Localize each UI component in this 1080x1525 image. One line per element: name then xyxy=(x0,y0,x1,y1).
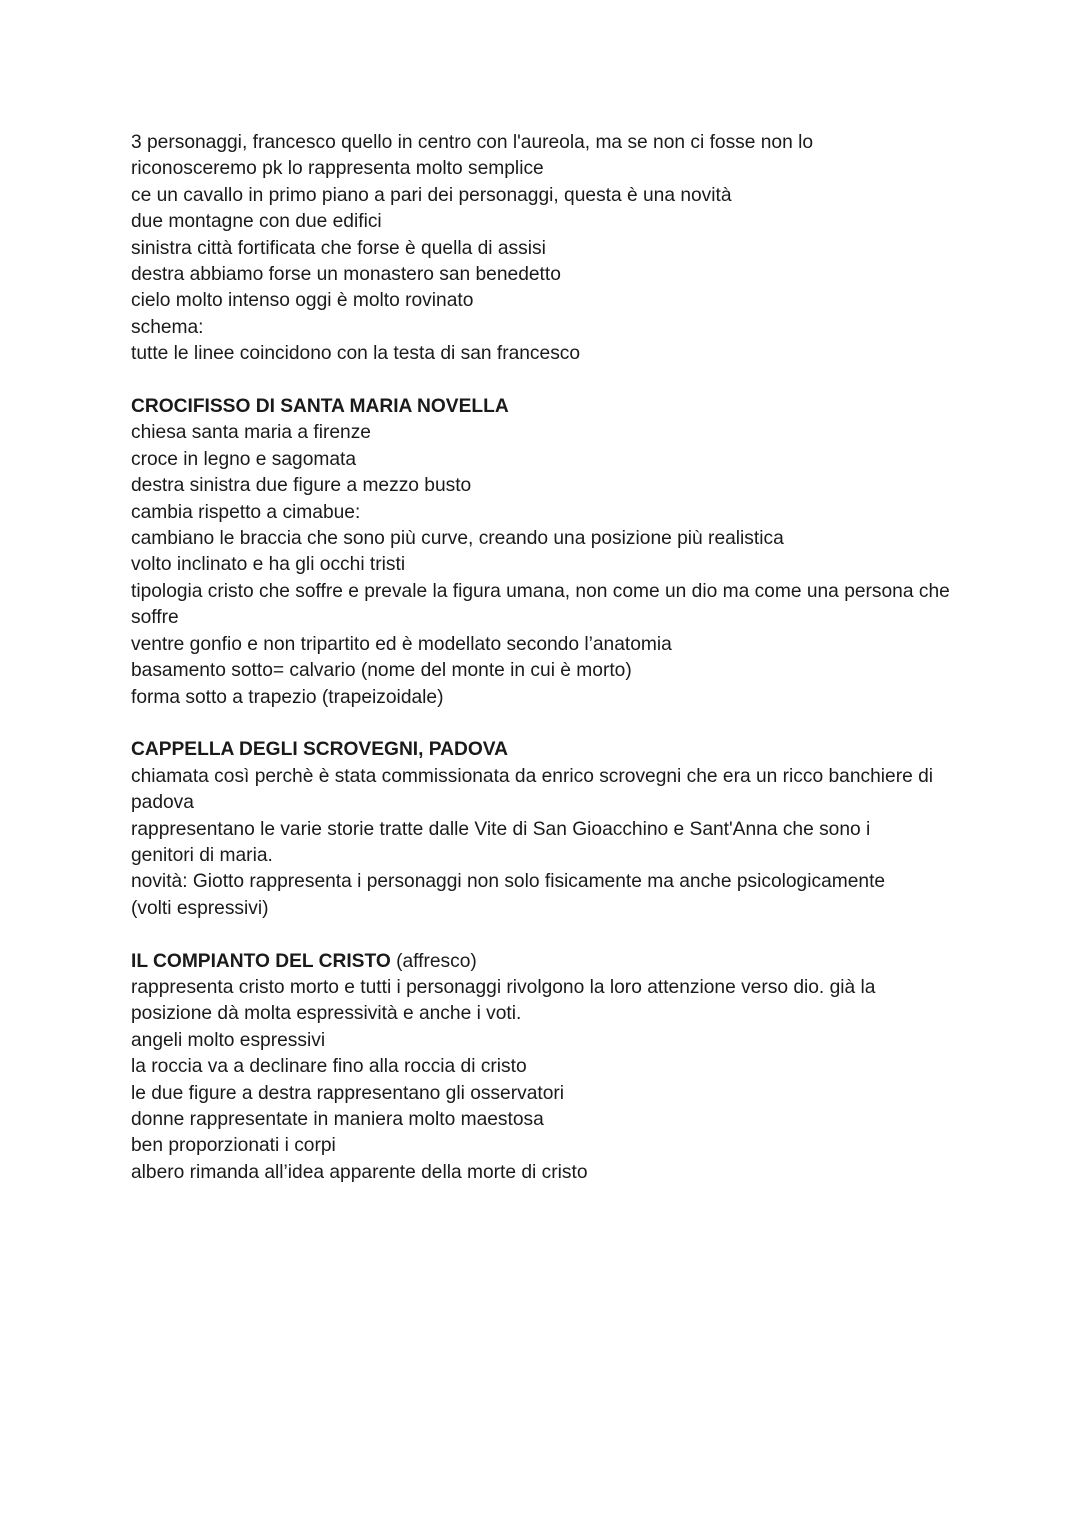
section-cappella xyxy=(131,737,961,922)
section-intro xyxy=(131,130,961,368)
text-line: donne rappresentate in maniera molto maestosa xyxy=(131,1108,544,1130)
document-page xyxy=(131,130,961,1186)
text-line: rappresenta cristo morto e tutti i personaggi rivolgono la loro attenzione verso dio. già la posizione dà molta espressività e anche i voti. xyxy=(131,976,876,1025)
text-line: basamento sotto= calvario (nome del monte in cui è morto) xyxy=(131,660,632,682)
text-line: chiamata così perchè è stata commissionata da enrico scrovegni che era un ricco banchiere di padova xyxy=(131,765,934,814)
text-line: rappresentano le varie storie tratte dalle Vite di San Gioacchino e Sant'Anna che sono i genitori di maria. xyxy=(131,818,871,866)
text-line: tipologia cristo che soffre e prevale la figura umana, non come un dio ma come una persona che soffre xyxy=(131,580,950,629)
text-line: le due figure a destra rappresentano gli osservatori xyxy=(131,1082,565,1104)
text-line: albero rimanda all’idea apparente della morte di cristo xyxy=(131,1161,588,1183)
text-line: forma sotto a trapezio (trapeizoidale) xyxy=(131,686,444,708)
text-line: 3 personaggi, francesco quello in centro con l'aureola, ma se non ci fosse non lo riconosceremo pk lo rappresenta molto semplice xyxy=(131,132,814,180)
text-line: tutte le linee coincidono con la testa di san francesco xyxy=(131,343,581,365)
section-heading-suffix: (affresco) xyxy=(390,950,477,972)
text-line: destra abbiamo forse un monastero san benedetto xyxy=(131,264,561,286)
text-line: cambia rispetto a cimabue: xyxy=(131,501,361,523)
text-line: destra sinistra due figure a mezzo busto xyxy=(131,475,472,497)
text-line: chiesa santa maria a firenze xyxy=(131,422,371,444)
text-line: cielo molto intenso oggi è molto rovinato xyxy=(131,290,474,312)
text-line: ce un cavallo in primo piano a pari dei personaggi, questa è una novità xyxy=(131,184,732,206)
section-compianto xyxy=(131,949,961,1187)
section-heading-title: IL COMPIANTO DEL CRISTO xyxy=(131,950,391,972)
text-line: la roccia va a declinare fino alla roccia di cristo xyxy=(131,1056,527,1078)
text-line: sinistra città fortificata che forse è quella di assisi xyxy=(131,237,546,259)
section-heading: CAPPELLA DEGLI SCROVEGNI, PADOVA xyxy=(131,739,509,761)
text-line: angeli molto espressivi xyxy=(131,1029,326,1051)
text-line: novità: Giotto rappresenta i personaggi non solo fisicamente ma anche psicologicamente (volti espressivi) xyxy=(131,871,886,919)
section-heading: CROCIFISSO DI SANTA MARIA NOVELLA xyxy=(131,396,509,418)
text-line: volto inclinato e ha gli occhi tristi xyxy=(131,554,406,576)
text-line: schema: xyxy=(131,316,204,338)
text-line: ben proporzionati i corpi xyxy=(131,1135,336,1157)
text-line: croce in legno e sagomata xyxy=(131,448,357,470)
section-heading xyxy=(131,949,961,975)
text-line: cambiano le braccia che sono più curve, creando una posizione più realistica xyxy=(131,528,784,550)
text-line: due montagne con due edifici xyxy=(131,211,382,233)
section-crocifisso xyxy=(131,394,961,711)
text-line: ventre gonfio e non tripartito ed è modellato secondo l’anatomia xyxy=(131,633,672,655)
